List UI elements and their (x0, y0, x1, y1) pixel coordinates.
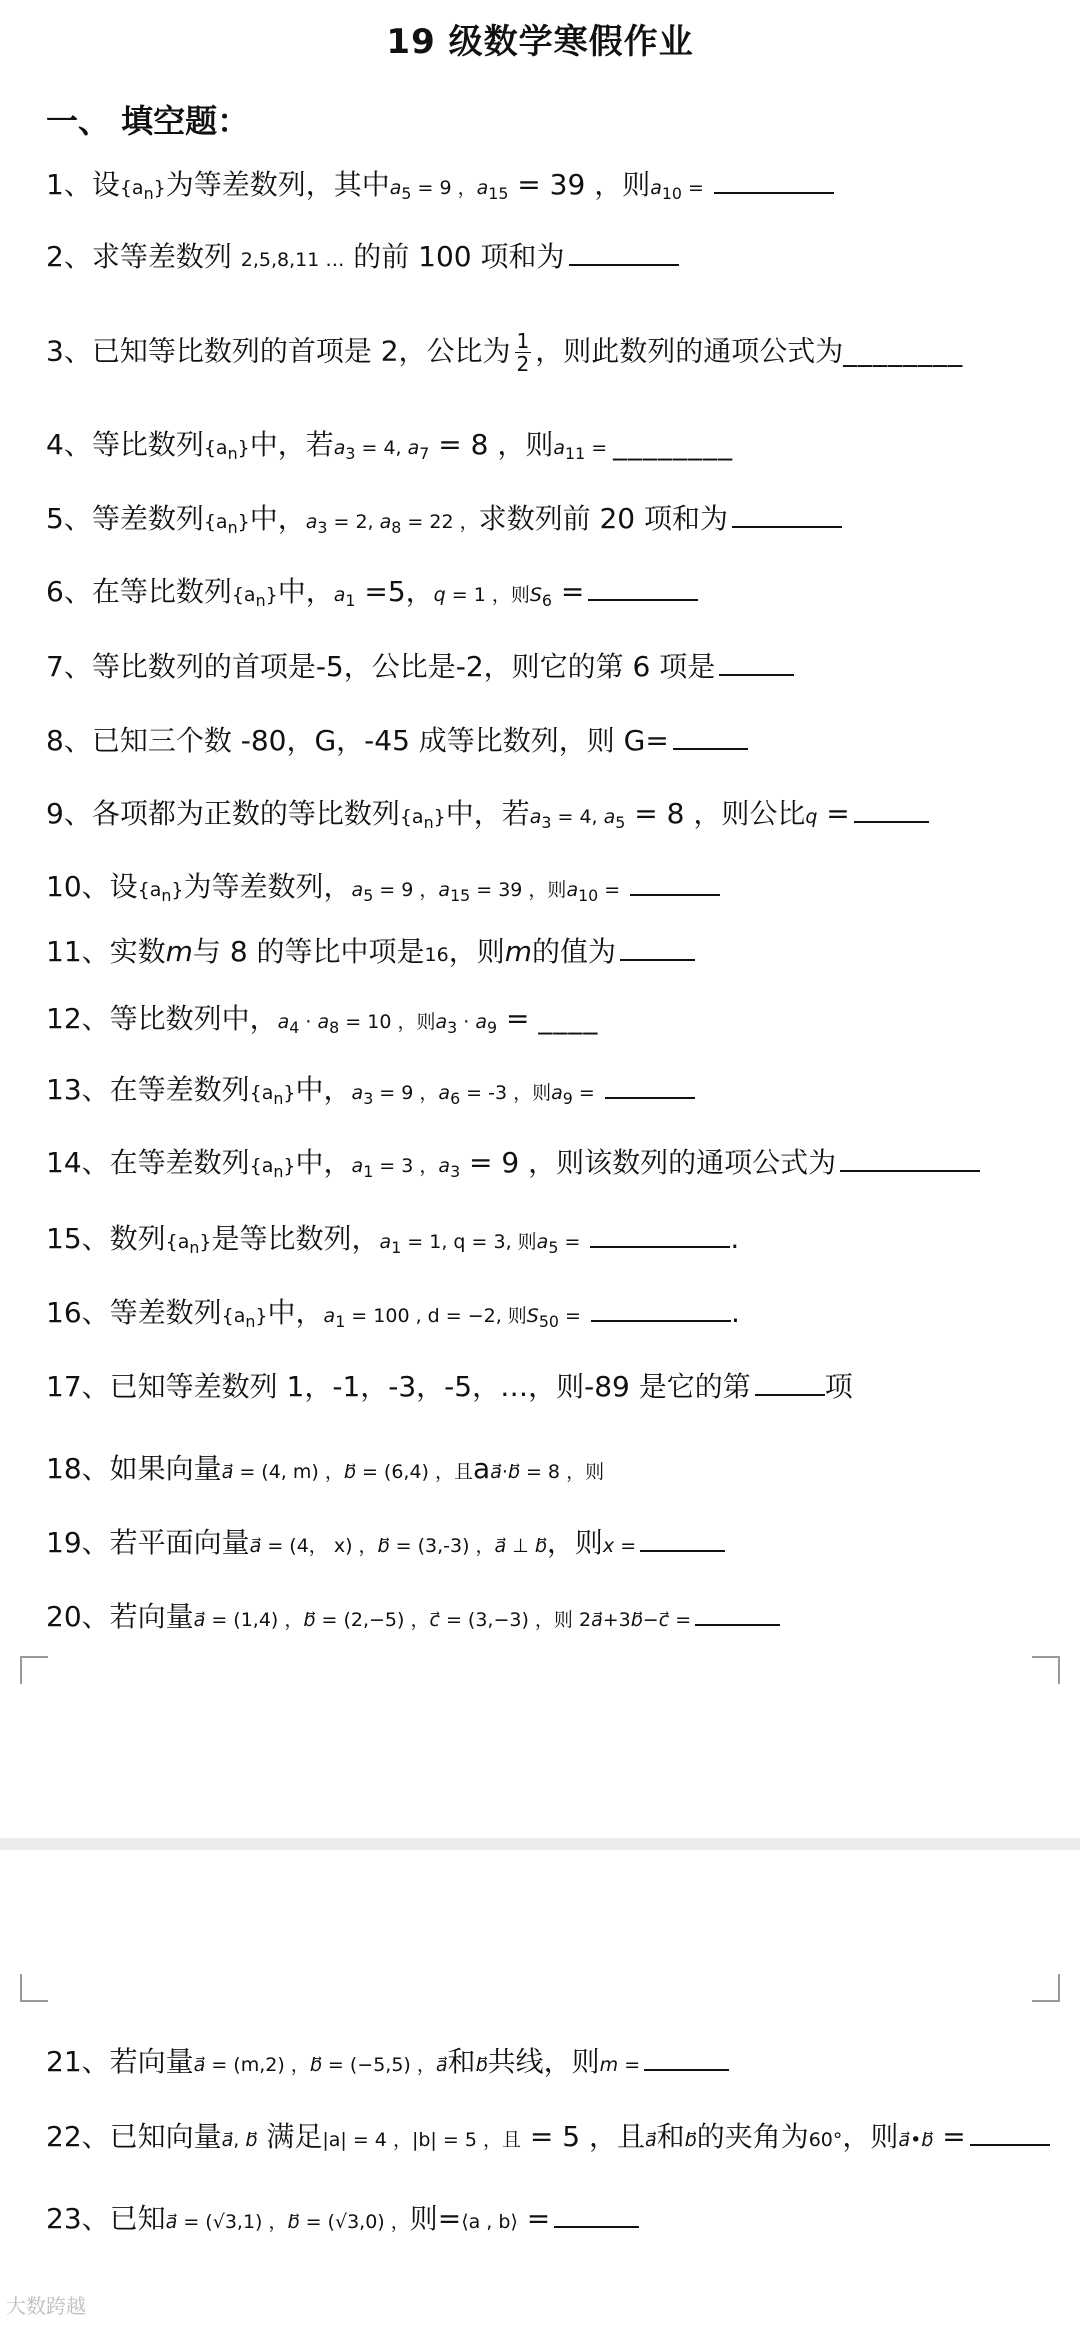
question-8: 8、已知三个数 -80，G，-45 成等比数列，则 G= (46, 724, 748, 758)
question-22: 22、已知向量a, b 满足|a| = 4 ，|b| = 5 ，且 = 5 ，且a和b的夹角为60°，则a•b = (46, 2120, 1050, 2154)
page-gap (0, 1838, 1080, 1850)
question-23: 23、已知a = (√3,1) ，b = (√3,0) ，则=⟨a , b⟩ = (46, 2202, 639, 2236)
watermark: 大数跨越 (6, 2294, 86, 2318)
answer-blank[interactable] (590, 1245, 730, 1248)
answer-blank[interactable] (695, 1623, 780, 1626)
page-2 (0, 1850, 1080, 2327)
answer-blank[interactable] (714, 191, 834, 194)
answer-blank[interactable] (605, 1096, 695, 1099)
question-6: 6、在等比数列$\{a_n\}$中，$a_1 =5$，q = 1 ，则$S_6$ = (46, 575, 698, 610)
answer-blank[interactable] (755, 1393, 825, 1396)
answer-blank[interactable] (719, 673, 794, 676)
answer-blank[interactable] (630, 893, 720, 896)
answer-blank[interactable] (644, 2068, 729, 2071)
answer-blank[interactable] (970, 2143, 1050, 2146)
fraction: $\frac{1}{2}$ (516, 329, 530, 376)
question-12: 12、等比数列中，$a_4 \cdot a_8 = 10$ ，则$a_3 \cdot a_9$ = ____ (46, 1002, 599, 1037)
question-9: 9、各项都为正数的等比数列$\{a_n\}$中，若$a_3 = 4$, $a_5 = 8$ ，则公比q = (46, 797, 929, 832)
question-15: 15、数列$\{a_n\}$是等比数列，$a_1 = 1$, q = 3, 则$a_5$ = . (46, 1222, 740, 1257)
question-4: 4、等比数列$\{a_n\}$中，若$a_3 = 4$, $a_7 = 8$ ，则$a_{11}$ = ________ (46, 428, 734, 463)
page-corner-mark (1032, 1974, 1060, 2002)
page-corner-mark (1032, 1656, 1060, 1684)
question-3: 3、已知等比数列的首项是 2，公比为 $\frac{1}{2}$ ，则此数列的通项公式为________ (46, 329, 964, 376)
answer-blank[interactable] (840, 1169, 980, 1172)
answer-blank[interactable] (591, 1319, 731, 1322)
question-17: 17、已知等差数列 1，-1，-3，-5，…，则-89 是它的第 项 (46, 1370, 853, 1403)
question-7: 7、等比数列的首项是-5，公比是-2，则它的第 6 项是 (46, 650, 794, 684)
question-16: 16、等差数列$\{a_n\}$中，$a_1 = 100$ , d = −2, 则$S_{50}$ = . (46, 1296, 740, 1331)
answer-blank[interactable] (673, 747, 748, 750)
answer-blank[interactable] (732, 525, 842, 528)
question-2: 2、求等差数列 2,5,8,11 … 的前 100 项和为 (46, 240, 679, 274)
question-21: 21、若向量a = (m,2) ，b = (−5,5) ，a和b共线，则m = (46, 2045, 729, 2079)
question-20: 20、若向量a = (1,4) ，b = (2,−5) ，c = (3,−3) ，则 2a+3b−c = (46, 1600, 780, 1634)
section-heading: 一、 填空题： (46, 102, 250, 140)
answer-blank[interactable] (554, 2225, 639, 2228)
question-14: 14、在等差数列$\{a_n\}$中，$a_1 = 3$ ，$a_3 = 9$ ，则该数列的通项公式为 (46, 1146, 980, 1181)
answer-blank[interactable] (620, 958, 695, 961)
page-corner-mark (20, 1974, 48, 2002)
question-18: 18、如果向量a = (4, m) ，b = (6,4) ，且aa·b = 8 ，则 (46, 1452, 605, 1485)
question-5: 5、等差数列$\{a_n\}$中，$a_3 = 2$, $a_8 = 22$ ，求数列前 20 项和为 (46, 502, 842, 537)
question-1: 1、设$\{a_n\}$为等差数列，其中$a_5 = 9$ ，$a_{15} = 39$ ，则$a_{10}$ = (46, 168, 834, 203)
question-11: 11、实数m与 8 的等比中项是16，则m的值为 (46, 935, 695, 969)
question-10: 10、设$\{a_n\}$为等差数列，$a_5 = 9$ ，$a_{15} = 39$ ，则$a_{10}$ = (46, 870, 720, 905)
answer-blank[interactable] (640, 1549, 725, 1552)
question-19: 19、若平面向量a = (4， x) ，b = (3,-3) ，a ⊥ b，则x = (46, 1526, 725, 1560)
page-corner-mark (20, 1656, 48, 1684)
answer-blank[interactable] (588, 598, 698, 601)
answer-blank[interactable] (854, 820, 929, 823)
question-13: 13、在等差数列$\{a_n\}$中，$a_3 = 9$ ，$a_6 = -3$ ，则$a_9$ = (46, 1073, 695, 1108)
answer-blank[interactable] (569, 263, 679, 266)
page-title: 19 级数学寒假作业 (386, 22, 694, 62)
